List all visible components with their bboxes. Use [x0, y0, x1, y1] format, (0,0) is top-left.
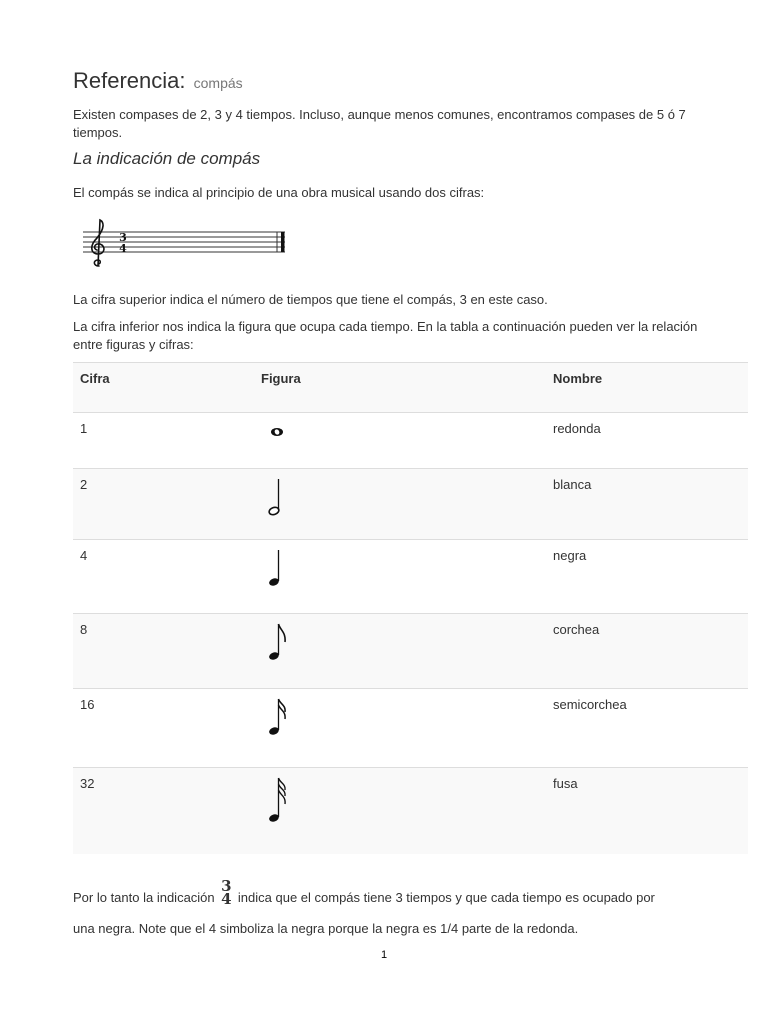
cell-cifra: 1 — [73, 413, 254, 469]
cell-cifra: 8 — [73, 614, 254, 689]
header-nombre: Nombre — [546, 363, 748, 413]
cell-figura — [254, 689, 546, 768]
eighth-note-icon — [265, 622, 295, 662]
cell-cifra: 2 — [73, 469, 254, 540]
conclusion-after: indica que el compás tiene 3 tiempos y que cada tiempo es ocupado por — [237, 890, 655, 905]
header-cifra: Cifra — [73, 363, 254, 413]
conclusion-paragraph — [73, 877, 713, 908]
upper-figure-paragraph: La cifra superior indica el número de tiempos que tiene el compás, 3 en este caso. — [73, 292, 548, 307]
title-main: Referencia: — [73, 68, 186, 93]
half-note-icon — [265, 477, 295, 517]
table-row — [73, 413, 748, 469]
treble-clef-icon — [92, 220, 104, 266]
cell-figura — [254, 413, 546, 469]
cell-nombre: blanca — [546, 469, 748, 540]
time-signature-numerator: 3 — [119, 231, 127, 244]
table-row — [73, 469, 748, 540]
header-figura: Figura — [254, 363, 546, 413]
page-title — [73, 68, 243, 94]
whole-note-icon — [265, 421, 295, 445]
staff-image — [83, 216, 288, 272]
conclusion-line2: una negra. Note que el 4 simboliza la negra porque la negra es 1/4 parte de la redonda. — [73, 921, 579, 936]
cell-figura — [254, 768, 546, 854]
intro-paragraph: Existen compases de 2, 3 y 4 tiempos. Incluso, aunque menos comunes, encontramos compases de 5 ó 7 tiempos. — [73, 107, 686, 140]
inline-ts-numerator: 3 — [221, 877, 232, 895]
cell-nombre: fusa — [546, 768, 748, 854]
section-heading: La indicación de compás — [73, 149, 261, 168]
cell-figura — [254, 469, 546, 540]
cell-nombre: semicorchea — [546, 689, 748, 768]
table-row — [73, 768, 748, 854]
cell-nombre: negra — [546, 540, 748, 614]
table-row — [73, 540, 748, 614]
time-signature-denominator: 4 — [119, 242, 127, 255]
table-row — [73, 614, 748, 689]
cell-cifra: 16 — [73, 689, 254, 768]
section-intro-paragraph: El compás se indica al principio de una obra musical usando dos cifras: — [73, 185, 485, 200]
cell-figura — [254, 540, 546, 614]
cell-figura — [254, 614, 546, 689]
quarter-note-icon — [265, 548, 295, 588]
sixteenth-note-icon — [265, 697, 295, 737]
cell-nombre: redonda — [546, 413, 748, 469]
cell-cifra: 32 — [73, 768, 254, 854]
cell-cifra: 4 — [73, 540, 254, 614]
page-number: 1 — [380, 949, 388, 961]
lower-figure-paragraph: La cifra inferior nos indica la figura que ocupa cada tiempo. En la tabla a continuación pueden ver la relación entre figuras y cifras: — [73, 319, 698, 352]
inline-time-signature — [220, 877, 232, 908]
figures-table — [73, 362, 748, 854]
table-row — [73, 689, 748, 768]
title-sub: compás — [193, 75, 243, 91]
thirty-second-note-icon — [265, 776, 295, 826]
conclusion-before: Por lo tanto la indicación — [73, 890, 215, 905]
inline-ts-denominator: 4 — [221, 890, 232, 908]
table-header-row — [73, 363, 748, 413]
cell-nombre: corchea — [546, 614, 748, 689]
